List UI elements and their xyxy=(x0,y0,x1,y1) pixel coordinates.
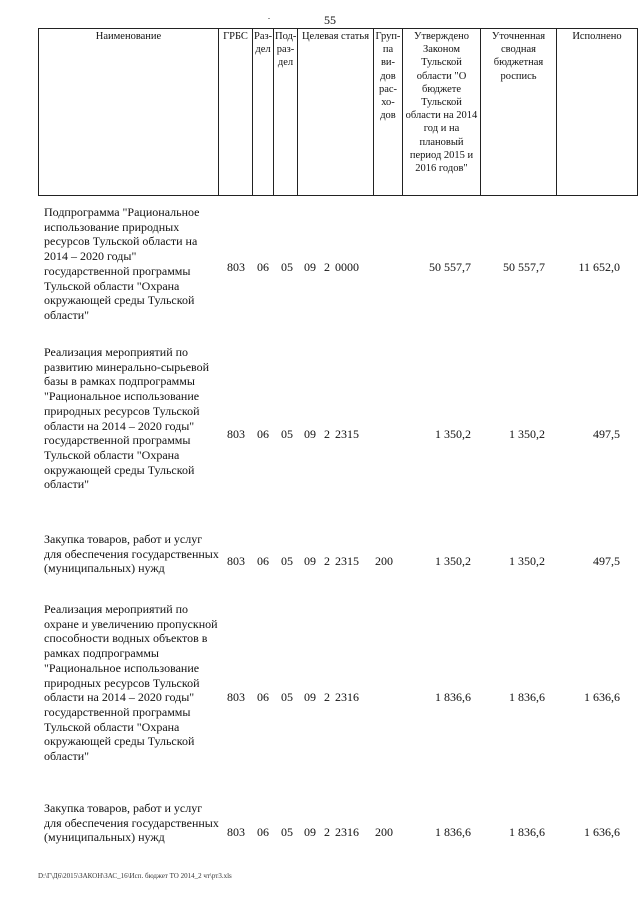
row-grbs: 803 xyxy=(227,260,245,274)
row-grbs: 803 xyxy=(227,825,245,839)
row-cs-program: 09 xyxy=(304,690,316,704)
row-name: Закупка товаров, работ и услуг для обеспечения государственных (муниципальных) нужд xyxy=(44,801,219,845)
row-razdel: 06 xyxy=(257,690,269,704)
row-cs-program: 09 xyxy=(304,260,316,274)
row-ispolneno: 11 652,0 xyxy=(578,260,620,274)
file-path-footer: D:\Г\Д6\2015\ЗАКОН\ЗАС_16\Исп. бюджет ТО 2014_2 чт\рт3.xls xyxy=(38,872,232,880)
row-podrazdel: 05 xyxy=(281,554,293,568)
row-ispolneno: 497,5 xyxy=(593,427,620,441)
row-podrazdel: 05 xyxy=(281,427,293,441)
row-cs-program: 09 xyxy=(304,825,316,839)
row-utverzhdeno: 1 836,6 xyxy=(435,825,471,839)
row-cs-direction: 2315 xyxy=(335,554,359,568)
row-cs-direction: 2315 xyxy=(335,427,359,441)
row-gruppa: 200 xyxy=(375,825,393,839)
row-grbs: 803 xyxy=(227,554,245,568)
page-number: 55 xyxy=(324,13,336,27)
header-celevaya-statya: Целевая статья xyxy=(298,29,374,196)
row-utochnennaya: 50 557,7 xyxy=(503,260,545,274)
row-ispolneno: 497,5 xyxy=(593,554,620,568)
row-razdel: 06 xyxy=(257,427,269,441)
row-name: Реализация мероприятий по развитию минерально-сырьевой базы в рамках подпрограммы "Рациональное использование природных ресурсов Тульской области на 2014 – 2020 годы" государственной программы Тульской области "Охрана окружающей среды Тульской области" xyxy=(44,345,210,492)
row-cs-program: 09 xyxy=(304,554,316,568)
row-name: Подпрограмма "Рациональное использование природных ресурсов Тульской области на 2014 – 2020 годы" государственной программы Тульской области "Охрана окружающей среды Тульской области" xyxy=(44,205,200,322)
row-cs-subprogram: 2 xyxy=(324,554,330,568)
row-ispolneno: 1 636,6 xyxy=(584,825,620,839)
row-cs-subprogram: 2 xyxy=(324,825,330,839)
row-utverzhdeno: 1 836,6 xyxy=(435,690,471,704)
row-razdel: 06 xyxy=(257,260,269,274)
row-podrazdel: 05 xyxy=(281,260,293,274)
row-utochnennaya: 1 350,2 xyxy=(509,554,545,568)
row-utochnennaya: 1 836,6 xyxy=(509,690,545,704)
scan-speck xyxy=(268,18,270,19)
row-razdel: 06 xyxy=(257,825,269,839)
row-cs-direction: 2316 xyxy=(335,825,359,839)
row-podrazdel: 05 xyxy=(281,825,293,839)
row-utochnennaya: 1 350,2 xyxy=(509,427,545,441)
header-ispolneno: Исполнено xyxy=(557,29,638,196)
header-utverzhdeno: Утверждено Законом Тульской области "О бюджете Тульской области на 2014 год и на плановый период 2015 и 2016 годов" xyxy=(403,29,481,196)
row-cs-program: 09 xyxy=(304,427,316,441)
row-cs-subprogram: 2 xyxy=(324,260,330,274)
row-cs-direction: 2316 xyxy=(335,690,359,704)
row-grbs: 803 xyxy=(227,690,245,704)
budget-table-header xyxy=(38,28,638,196)
row-utverzhdeno: 1 350,2 xyxy=(435,554,471,568)
row-razdel: 06 xyxy=(257,554,269,568)
row-ispolneno: 1 636,6 xyxy=(584,690,620,704)
row-utverzhdeno: 1 350,2 xyxy=(435,427,471,441)
row-cs-subprogram: 2 xyxy=(324,690,330,704)
row-grbs: 803 xyxy=(227,427,245,441)
header-utochnennaya-rospis: Уточненная сводная бюджетная роспись xyxy=(481,29,557,196)
header-podrazdel: Под-раз-дел xyxy=(274,29,298,196)
row-cs-direction: 0000 xyxy=(335,260,359,274)
header-name: Наименование xyxy=(39,29,219,196)
row-name: Реализация мероприятий по охране и увеличению пропускной способности водных объектов в рамках подпрограммы "Рациональное использование природных ресурсов Тульской области на 2014 – 2020 годы" государственной программы Тульской области "Охрана окружающей среды Тульской области" xyxy=(44,602,218,764)
row-utochnennaya: 1 836,6 xyxy=(509,825,545,839)
row-cs-subprogram: 2 xyxy=(324,427,330,441)
row-name: Закупка товаров, работ и услуг для обеспечения государственных (муниципальных) нужд xyxy=(44,532,219,576)
header-gruppa-vidov-rashodov: Груп-па ви-дов рас-хо-дов xyxy=(374,29,403,196)
row-gruppa: 200 xyxy=(375,554,393,568)
row-utverzhdeno: 50 557,7 xyxy=(429,260,471,274)
row-podrazdel: 05 xyxy=(281,690,293,704)
header-razdel: Раз-дел xyxy=(253,29,274,196)
header-grbs: ГРБС xyxy=(219,29,253,196)
